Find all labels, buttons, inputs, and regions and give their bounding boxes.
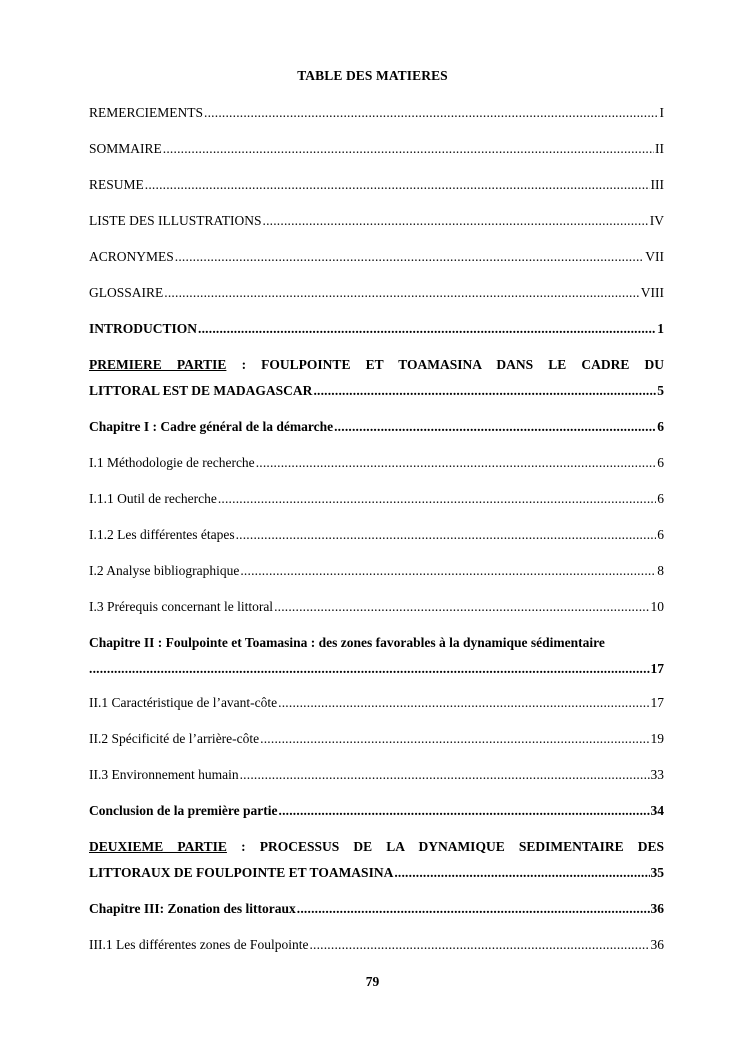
part-title-line2: LITTORAUX DE FOULPOINTE ET TOAMASINA: [89, 865, 394, 880]
toc-entry-page: 10: [650, 599, 664, 614]
toc-entry-resume[interactable]: [89, 176, 664, 194]
toc-entry-page: 5: [657, 383, 664, 398]
dot-leader: [263, 212, 649, 230]
page-title: TABLE DES MATIERES: [297, 68, 448, 83]
toc-entry-page: 33: [650, 767, 664, 782]
dot-leader: [274, 598, 649, 616]
part-label: PREMIERE PARTIE: [89, 357, 227, 372]
toc-entry-label: I.1.1 Outil de recherche: [89, 491, 217, 506]
toc-entry-remerciements[interactable]: [89, 104, 664, 122]
toc-entry-page: 34: [650, 803, 664, 818]
toc-entry-label: REMERCIEMENTS: [89, 105, 204, 120]
toc-entry-label: II.2 Spécificité de l’arrière-côte: [89, 731, 260, 746]
toc-entry-page: IV: [649, 213, 664, 228]
toc-entry-page: I: [659, 105, 664, 120]
toc-entry-chapitre-2-line2[interactable]: [89, 660, 664, 678]
toc-entry-page: 6: [657, 419, 664, 434]
toc-entry-page: 1: [657, 321, 664, 336]
dot-leader: [256, 454, 657, 472]
toc-entry-page: 19: [650, 731, 664, 746]
dot-leader: [240, 766, 650, 784]
toc-entry-label: I.2 Analyse bibliographique: [89, 563, 240, 578]
toc-entry-label: I.1 Méthodologie de recherche: [89, 455, 255, 470]
toc-entry-iii-1[interactable]: [89, 936, 664, 954]
toc-entry-page: 17: [650, 695, 664, 710]
toc-entry-sommaire[interactable]: [89, 140, 664, 158]
toc-entry-label: GLOSSAIRE: [89, 285, 164, 300]
dot-leader: [394, 864, 649, 882]
dot-leader: [236, 526, 657, 544]
toc-entry-label: ACRONYMES: [89, 249, 174, 264]
dot-leader: [279, 802, 650, 820]
toc-entry-ii-2[interactable]: [89, 730, 664, 748]
part-title-line1: : PROCESSUS DE LA DYNAMIQUE SEDIMENTAIRE DES: [241, 839, 665, 854]
toc-entry-label: III.1 Les différentes zones de Foulpointe: [89, 937, 309, 952]
toc-entry-label: INTRODUCTION: [89, 321, 198, 336]
toc-entry-i-1[interactable]: [89, 454, 664, 472]
toc-entry-page: 36: [650, 901, 664, 916]
dot-leader: [297, 900, 650, 918]
dot-leader: [313, 382, 656, 400]
dot-leader: [163, 140, 654, 158]
toc-entry-page: 8: [657, 563, 664, 578]
toc-entry-chapitre-2-line1[interactable]: [89, 634, 664, 652]
part-title-line1: : FOULPOINTE ET TOAMASINA DANS LE CADRE DU: [241, 357, 665, 372]
toc-entry-label: SOMMAIRE: [89, 141, 162, 156]
part-title-line2: LITTORAL EST DE MADAGASCAR: [89, 383, 313, 398]
toc-entry-label: Conclusion de la première partie: [89, 803, 278, 818]
toc-entry-chapitre-3[interactable]: [89, 900, 664, 918]
toc-entry-premiere-partie-line2[interactable]: [89, 382, 664, 400]
toc-entry-label: LISTE DES ILLUSTRATIONS: [89, 213, 262, 228]
toc-entry-page: 6: [657, 527, 664, 542]
toc-entry-label: Chapitre III: Zonation des littoraux: [89, 901, 296, 916]
toc-entry-page: 35: [650, 865, 664, 880]
toc-entry-liste-illustrations[interactable]: [89, 212, 664, 230]
dot-leader: [334, 418, 656, 436]
dot-leader: [309, 936, 649, 954]
toc-entry-ii-3[interactable]: [89, 766, 664, 784]
dot-leader: [89, 660, 650, 678]
dot-leader: [198, 320, 656, 338]
dot-leader: [164, 284, 639, 302]
dot-leader: [204, 104, 658, 122]
toc-entry-label: RESUME: [89, 177, 144, 192]
toc-entry-label: I.1.2 Les différentes étapes: [89, 527, 235, 542]
toc-entry-page: 6: [657, 455, 664, 470]
page-number: 79: [365, 974, 380, 989]
toc-entry-i-1-1[interactable]: [89, 490, 664, 508]
toc-entry-conclusion-1[interactable]: [89, 802, 664, 820]
dot-leader: [240, 562, 656, 580]
toc-entry-i-3[interactable]: [89, 598, 664, 616]
toc-entry-label: Chapitre I : Cadre général de la démarche: [89, 419, 334, 434]
toc-entry-deuxieme-partie-line2[interactable]: [89, 864, 664, 882]
toc-entry-label: I.3 Prérequis concernant le littoral: [89, 599, 274, 614]
toc-entry-i-2[interactable]: [89, 562, 664, 580]
toc-entry-label: II.1 Caractéristique de l’avant-côte: [89, 695, 278, 710]
dot-leader: [145, 176, 650, 194]
toc-entry-introduction[interactable]: [89, 320, 664, 338]
dot-leader: [218, 490, 656, 508]
toc-entry-acronymes[interactable]: [89, 248, 664, 266]
toc-entry-page: 6: [657, 491, 664, 506]
toc-entry-page: II: [655, 141, 664, 156]
dot-leader: [260, 730, 649, 748]
toc-entry-label: II.3 Environnement humain: [89, 767, 239, 782]
toc-entry-page: III: [650, 177, 664, 192]
toc-entry-chapitre-1[interactable]: [89, 418, 664, 436]
toc-entry-label: Chapitre II : Foulpointe et Toamasina : des zones favorables à la dynamique sédimentaire: [89, 635, 605, 650]
toc-entry-page: 36: [650, 937, 664, 952]
toc-entry-ii-1[interactable]: [89, 694, 664, 712]
part-label: DEUXIEME PARTIE: [89, 839, 227, 854]
toc-entry-page: VII: [645, 249, 664, 264]
toc-entry-premiere-partie[interactable]: [89, 356, 664, 374]
toc-entry-page: VIII: [640, 285, 664, 300]
dot-leader: [278, 694, 649, 712]
toc-entry-deuxieme-partie[interactable]: [89, 838, 664, 856]
toc-entry-i-1-2[interactable]: [89, 526, 664, 544]
dot-leader: [175, 248, 644, 266]
toc-entry-glossaire[interactable]: [89, 284, 664, 302]
toc-entry-page: 17: [650, 661, 664, 676]
